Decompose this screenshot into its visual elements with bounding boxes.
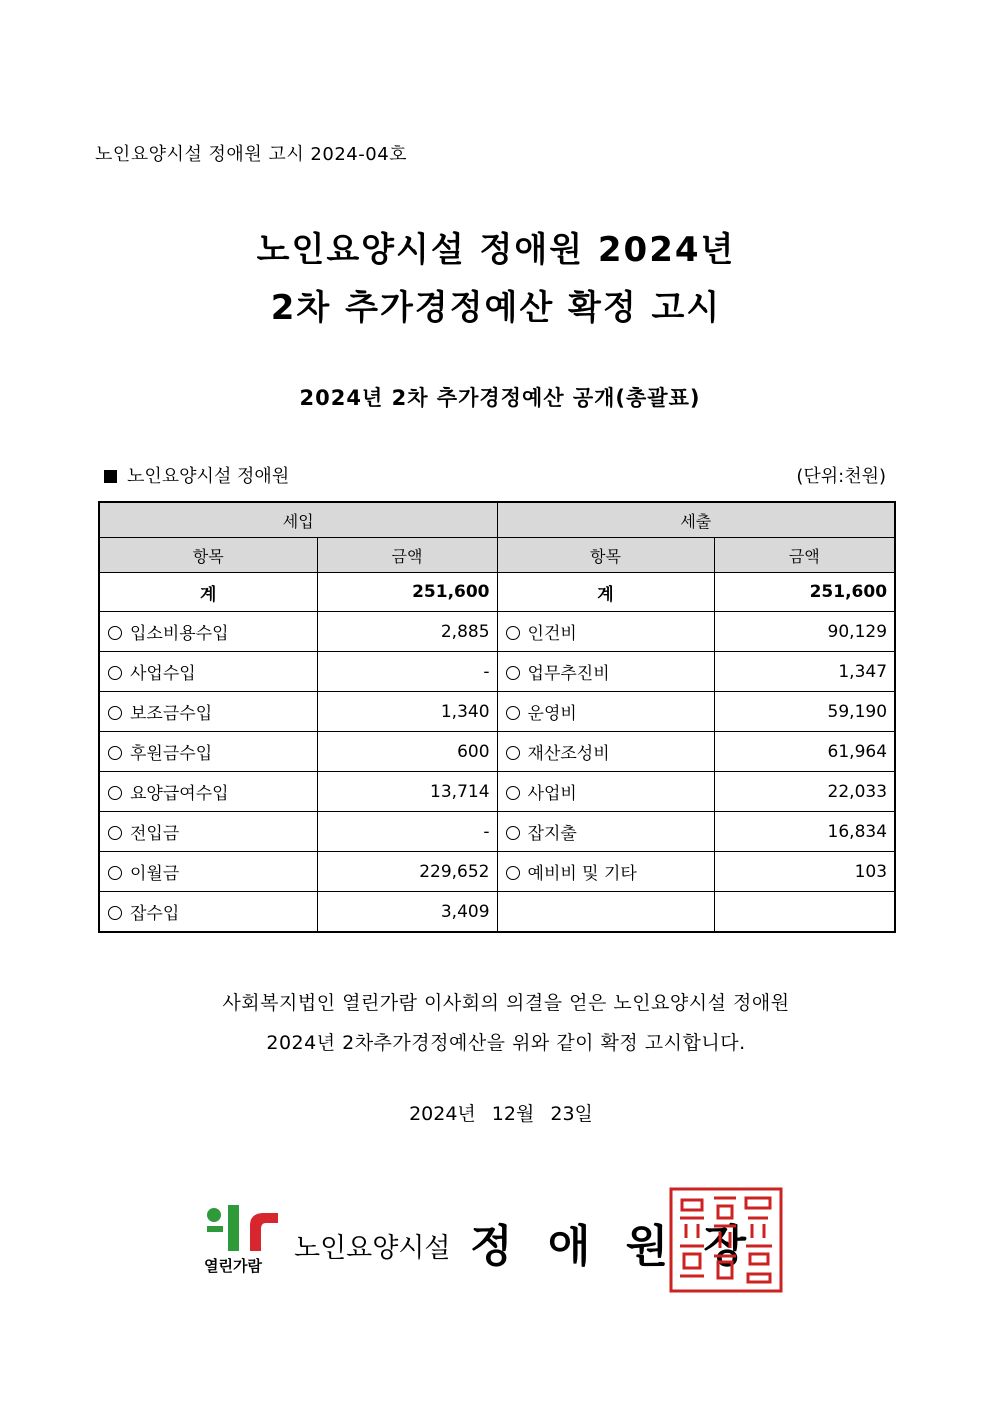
revenue-item <box>99 892 317 933</box>
expenditure-amount <box>714 892 895 933</box>
expenditure-amount <box>714 692 895 732</box>
expenditure-item-text: 운영비 <box>527 704 577 724</box>
expenditure-item-text: 잡지출 <box>527 824 577 844</box>
closing-statement-line2: 2024년 2차추가경정예산을 위와 같이 확정 고시합니다. <box>266 1032 746 1054</box>
circle-bullet-icon <box>108 706 122 720</box>
expenditure-item <box>497 852 714 892</box>
revenue-item-text: 입소비용수입 <box>130 624 229 644</box>
revenue-item-text: 잡수입 <box>130 904 180 924</box>
table-row <box>99 812 895 852</box>
revenue-total-label: 계 <box>99 573 317 612</box>
revenue-item-text: 후원금수입 <box>130 744 213 764</box>
table-row <box>99 692 895 732</box>
facility-name: 노인요양시설 <box>294 1233 451 1264</box>
logo-text: 열린가람 <box>204 1257 262 1275</box>
expenditure-item <box>497 892 714 933</box>
revenue-amount-text: 3,409 <box>440 901 490 922</box>
revenue-header: 세입 <box>99 502 497 538</box>
expenditure-amount <box>714 732 895 772</box>
circle-bullet-icon <box>108 866 122 880</box>
revenue-item <box>99 852 317 892</box>
expenditure-amount-text: 90,129 <box>827 621 888 642</box>
director-title: 정 애 원 장 <box>470 1221 756 1272</box>
revenue-item <box>99 772 317 812</box>
revenue-amount <box>317 772 497 812</box>
revenue-item-text: 전입금 <box>130 824 180 844</box>
notice-number: 노인요양시설 정애원 고시 2024-04호 <box>95 144 408 165</box>
expenditure-amount-text: 103 <box>854 861 888 882</box>
table-row <box>99 732 895 772</box>
expenditure-total-label: 계 <box>497 573 714 612</box>
notice-date: 2024년 12월 23일 <box>409 1103 593 1125</box>
expenditure-amount <box>714 852 895 892</box>
revenue-item <box>99 612 317 652</box>
circle-bullet-icon <box>108 626 122 640</box>
revenue-amount-text: 2,885 <box>440 621 490 642</box>
revenue-item <box>99 652 317 692</box>
circle-bullet-icon <box>506 666 520 680</box>
expenditure-item <box>497 692 714 732</box>
expenditure-amount-header: 금액 <box>714 538 895 573</box>
table-row <box>99 612 895 652</box>
circle-bullet-icon <box>108 906 122 920</box>
revenue-amount-text: 229,652 <box>419 861 490 882</box>
table-row <box>99 852 895 892</box>
expenditure-item-text: 인건비 <box>527 624 577 644</box>
expenditure-amount-text: 16,834 <box>827 821 888 842</box>
unit-label: (단위:천원) <box>796 466 886 487</box>
circle-bullet-icon <box>108 786 122 800</box>
table-row <box>99 772 895 812</box>
revenue-item <box>99 812 317 852</box>
expenditure-item <box>497 652 714 692</box>
expenditure-amount-text: 61,964 <box>827 741 888 762</box>
table-subtitle: 2024년 2차 추가경정예산 공개(총괄표) <box>299 386 701 410</box>
document-title-line1: 노인요양시설 정애원 2024년 <box>256 230 736 270</box>
expenditure-item <box>497 772 714 812</box>
revenue-amount <box>317 732 497 772</box>
square-bullet-icon <box>104 470 117 483</box>
section-label: 노인요양시설 정애원 <box>127 466 290 487</box>
expenditure-item-text: 재산조성비 <box>527 744 610 764</box>
expenditure-amount-text: 59,190 <box>827 701 888 722</box>
revenue-amount-text: - <box>483 821 490 842</box>
circle-bullet-icon <box>506 706 520 720</box>
table-row <box>99 652 895 692</box>
expenditure-item-text: 사업비 <box>527 784 577 804</box>
official-seal-icon <box>668 1186 784 1294</box>
expenditure-total-amount: 251,600 <box>714 573 895 612</box>
table-row <box>99 892 895 933</box>
expenditure-item <box>497 812 714 852</box>
circle-bullet-icon <box>108 746 122 760</box>
expenditure-item-text: 예비비 및 기타 <box>527 864 637 884</box>
revenue-amount-text: - <box>483 661 490 682</box>
expenditure-amount-text: 1,347 <box>838 661 888 682</box>
revenue-item-header: 항목 <box>99 538 317 573</box>
circle-bullet-icon <box>108 666 122 680</box>
budget-summary-table <box>98 501 896 933</box>
expenditure-amount <box>714 612 895 652</box>
expenditure-amount <box>714 812 895 852</box>
expenditure-amount <box>714 772 895 812</box>
circle-bullet-icon <box>506 866 520 880</box>
revenue-amount <box>317 852 497 892</box>
expenditure-amount <box>714 652 895 692</box>
expenditure-item-header: 항목 <box>497 538 714 573</box>
revenue-amount-header: 금액 <box>317 538 497 573</box>
revenue-amount-text: 1,340 <box>440 701 490 722</box>
expenditure-header: 세출 <box>497 502 895 538</box>
document-title-line2: 2차 추가경정예산 확정 고시 <box>270 288 722 328</box>
revenue-amount <box>317 892 497 933</box>
revenue-amount-text: 600 <box>457 741 490 762</box>
total-row <box>99 573 895 612</box>
revenue-item <box>99 692 317 732</box>
closing-statement-line1: 사회복지법인 열린가람 이사회의 의결을 얻은 노인요양시설 정애원 <box>222 992 790 1014</box>
revenue-item <box>99 732 317 772</box>
circle-bullet-icon <box>506 626 520 640</box>
revenue-amount-text: 13,714 <box>430 781 490 802</box>
circle-bullet-icon <box>108 826 122 840</box>
circle-bullet-icon <box>506 826 520 840</box>
expenditure-item-text: 업무추진비 <box>527 664 610 684</box>
expenditure-item <box>497 612 714 652</box>
revenue-item-text: 이월금 <box>130 864 180 884</box>
expenditure-item <box>497 732 714 772</box>
revenue-amount <box>317 812 497 852</box>
revenue-amount <box>317 612 497 652</box>
revenue-item-text: 요양급여수입 <box>130 784 229 804</box>
revenue-amount <box>317 652 497 692</box>
section-heading <box>104 462 289 488</box>
revenue-total-amount: 251,600 <box>317 573 497 612</box>
expenditure-amount-text: 22,033 <box>827 781 888 802</box>
circle-bullet-icon <box>506 786 520 800</box>
circle-bullet-icon <box>506 746 520 760</box>
revenue-item-text: 보조금수입 <box>130 704 213 724</box>
revenue-amount <box>317 692 497 732</box>
revenue-item-text: 사업수입 <box>130 664 196 684</box>
